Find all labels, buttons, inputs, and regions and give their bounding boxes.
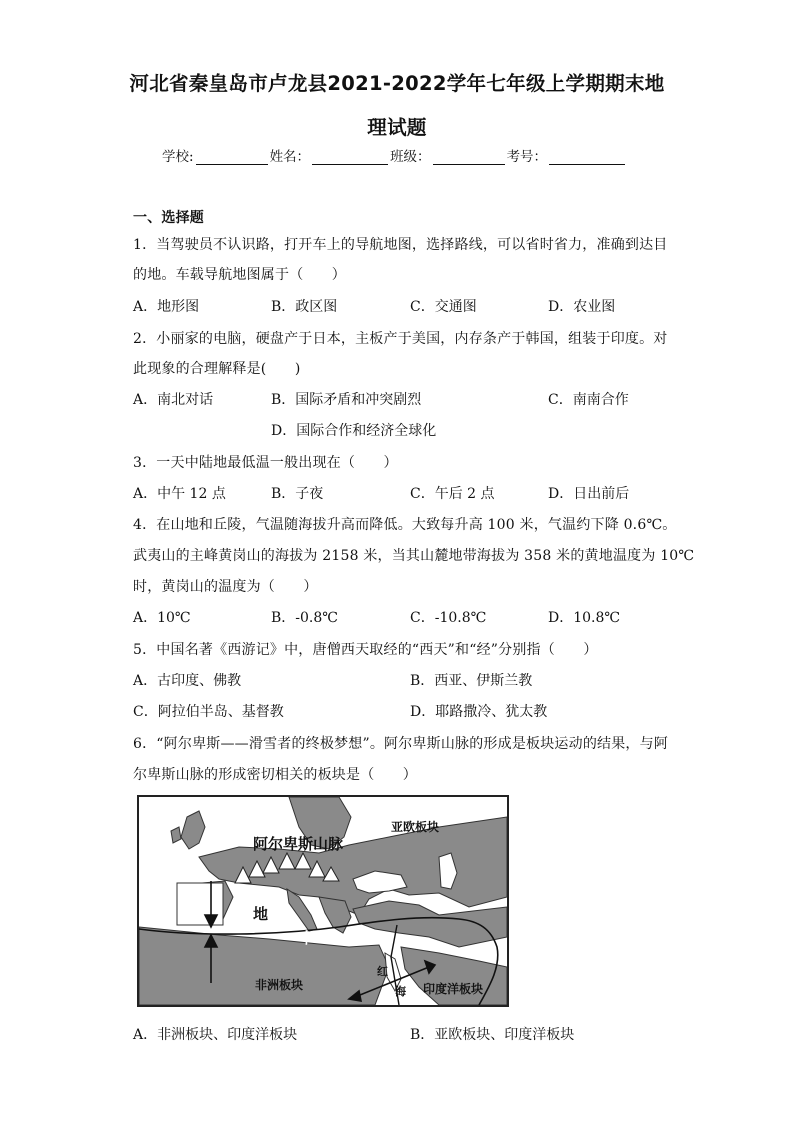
question-4-option-d[interactable]: D．10.8℃ [548, 610, 621, 626]
iberia-highlight-box [177, 883, 223, 925]
question-3-option-a[interactable]: A．中午 12 点 [133, 486, 226, 502]
name-label: 姓名： [269, 149, 311, 165]
red-sea-label-1: 红 [377, 965, 388, 978]
arabia-land [401, 947, 507, 1005]
plate-map-figure [137, 795, 509, 1007]
question-3-line-1: 3．一天中陆地最低温一般出现在（ ） [133, 455, 398, 471]
eurasia-plate-label: 亚欧板块 [391, 820, 440, 834]
question-5-option-c[interactable]: C．阿拉伯半岛、基督教 [133, 704, 284, 720]
question-5-option-a[interactable]: A．古印度、佛教 [133, 673, 242, 689]
question-1-line-2: 的地。车载导航地图属于（ ） [133, 267, 346, 283]
question-1-option-b[interactable]: B．政区图 [271, 299, 338, 315]
question-6-line-2: 尔卑斯山脉的形成密切相关的板块是（ ） [133, 767, 417, 783]
plate-map-svg [139, 797, 507, 1005]
question-5-option-b[interactable]: B．西亚、伊斯兰教 [410, 673, 533, 689]
question-6-line-1: 6．“阿尔卑斯——滑雪者的终极梦想”。阿尔卑斯山脉的形成是板块运动的结果，与阿 [133, 736, 669, 752]
mediterranean-label-hai: 海 [351, 929, 367, 947]
question-3-option-d[interactable]: D．日出前后 [548, 486, 630, 502]
mediterranean-label-di: 地 [253, 905, 269, 923]
question-2-option-c[interactable]: C．南南合作 [548, 392, 629, 408]
question-2-option-d[interactable]: D．国际合作和经济全球化 [271, 423, 437, 439]
number-label: 考号： [506, 149, 548, 165]
question-1-line-1: 1．当驾驶员不认识路，打开车上的导航地图，选择路线，可以省时省力，准确到达目 [133, 237, 668, 253]
britain-land [181, 811, 205, 849]
class-label: 班级： [390, 149, 431, 165]
question-4-option-b[interactable]: B．-0.8℃ [271, 610, 338, 626]
alps-label: 阿尔卑斯山脉 [253, 835, 344, 853]
europe-asia-land [199, 817, 507, 915]
mediterranean-label-zhong: 中 [299, 929, 315, 947]
middle-east-land [353, 901, 507, 947]
page-title-line1: 河北省秦皇岛市卢龙县2021-2022学年七年级上学期期末地 [129, 72, 665, 95]
question-4-option-a[interactable]: A．10℃ [133, 610, 191, 626]
question-4-line-2: 武夷山的主峰黄岗山的海拔为 2158 米，当其山麓地带海拔为 358 米的黄地温度为 10℃ [133, 548, 695, 564]
question-3-option-b[interactable]: B．子夜 [271, 486, 324, 502]
africa-plate-label: 非洲板块 [255, 978, 304, 992]
question-5-option-d[interactable]: D．耶路撒冷、犹太教 [410, 704, 548, 720]
name-field[interactable] [312, 150, 388, 165]
class-field[interactable] [433, 150, 505, 165]
question-2-line-2: 此现象的合理解释是( ) [133, 361, 301, 377]
red-sea-label-2: 海 [395, 985, 406, 998]
ireland-land [171, 827, 181, 843]
school-label: 学校: [162, 149, 194, 165]
question-1-option-a[interactable]: A．地形图 [133, 299, 200, 315]
question-2-option-a[interactable]: A．南北对话 [133, 392, 214, 408]
student-info-row [162, 145, 627, 165]
number-field[interactable] [549, 150, 625, 165]
question-5-line-1: 5．中国名著《西游记》中，唐僧西天取经的“西天”和“经”分别指（ ） [133, 642, 598, 658]
question-2-option-b[interactable]: B．国际矛盾和冲突剧烈 [271, 392, 422, 408]
question-3-option-c[interactable]: C．午后 2 点 [410, 486, 495, 502]
question-1-option-d[interactable]: D．农业图 [548, 299, 616, 315]
question-2-line-1: 2．小丽家的电脑，硬盘产于日本，主板产于美国，内存条产于韩国，组装于印度。对 [133, 331, 668, 347]
question-1-option-c[interactable]: C．交通图 [410, 299, 477, 315]
question-4-line-3: 时，黄岗山的温度为（ ） [133, 579, 318, 595]
indian-plate-label: 印度洋板块 [423, 982, 484, 996]
school-field[interactable] [196, 150, 268, 165]
question-4-line-1: 4．在山地和丘陵，气温随海拔升高而降低。大致每升高 100 米，气温约下降 0.6℃。 [133, 517, 677, 533]
section-heading: 一、选择题 [133, 210, 204, 226]
page-title-line2: 理试题 [367, 116, 427, 139]
question-6-option-b[interactable]: B．亚欧板块、印度洋板块 [410, 1027, 575, 1043]
question-4-option-c[interactable]: C．-10.8℃ [410, 610, 487, 626]
question-6-option-a[interactable]: A．非洲板块、印度洋板块 [133, 1027, 298, 1043]
